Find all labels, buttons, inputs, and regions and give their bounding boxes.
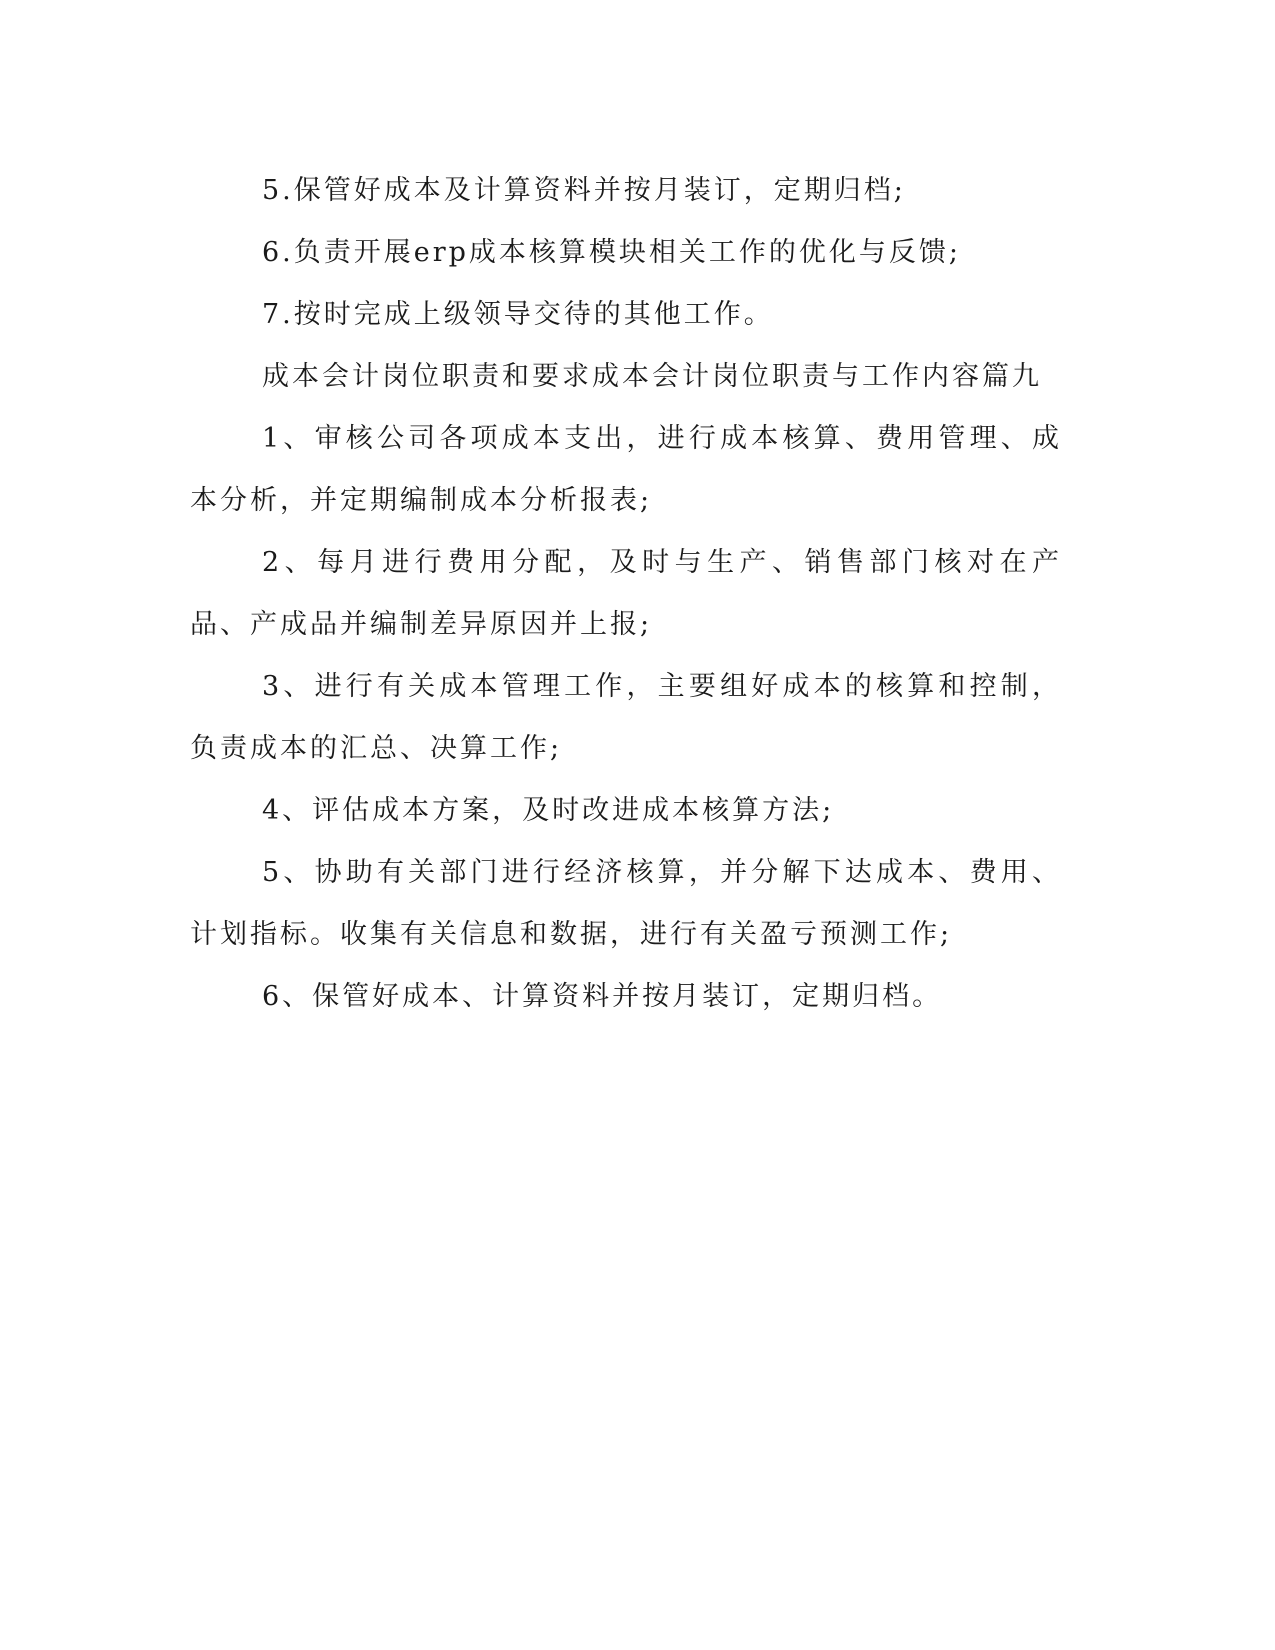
duty-item-3: 3、进行有关成本管理工作，主要组好成本的核算和控制，负责成本的汇总、决算工作; (190, 671, 1062, 764)
paragraph-item-6: 6.负责开展erp成本核算模块相关工作的优化与反馈; (262, 237, 962, 268)
paragraph-item-7: 7.按时完成上级领导交待的其他工作。 (262, 299, 774, 330)
paragraph-item-5: 5.保管好成本及计算资料并按月装订，定期归档; (262, 175, 906, 206)
duty-item-2: 2、每月进行费用分配，及时与生产、销售部门核对在产品、产成品并编制差异原因并上报; (190, 547, 1062, 640)
document-body (190, 160, 1062, 1028)
section-heading: 成本会计岗位职责和要求成本会计岗位职责与工作内容篇九 (262, 361, 1042, 392)
duty-item-1: 1、审核公司各项成本支出，进行成本核算、费用管理、成本分析，并定期编制成本分析报表; (190, 423, 1062, 516)
duty-item-5: 5、协助有关部门进行经济核算，并分解下达成本、费用、计划指标。收集有关信息和数据，进行有关盈亏预测工作; (190, 857, 1062, 950)
duty-item-6: 6、保管好成本、计算资料并按月装订，定期归档。 (262, 981, 943, 1012)
duty-item-4: 4、评估成本方案，及时改进成本核算方法; (262, 795, 835, 826)
